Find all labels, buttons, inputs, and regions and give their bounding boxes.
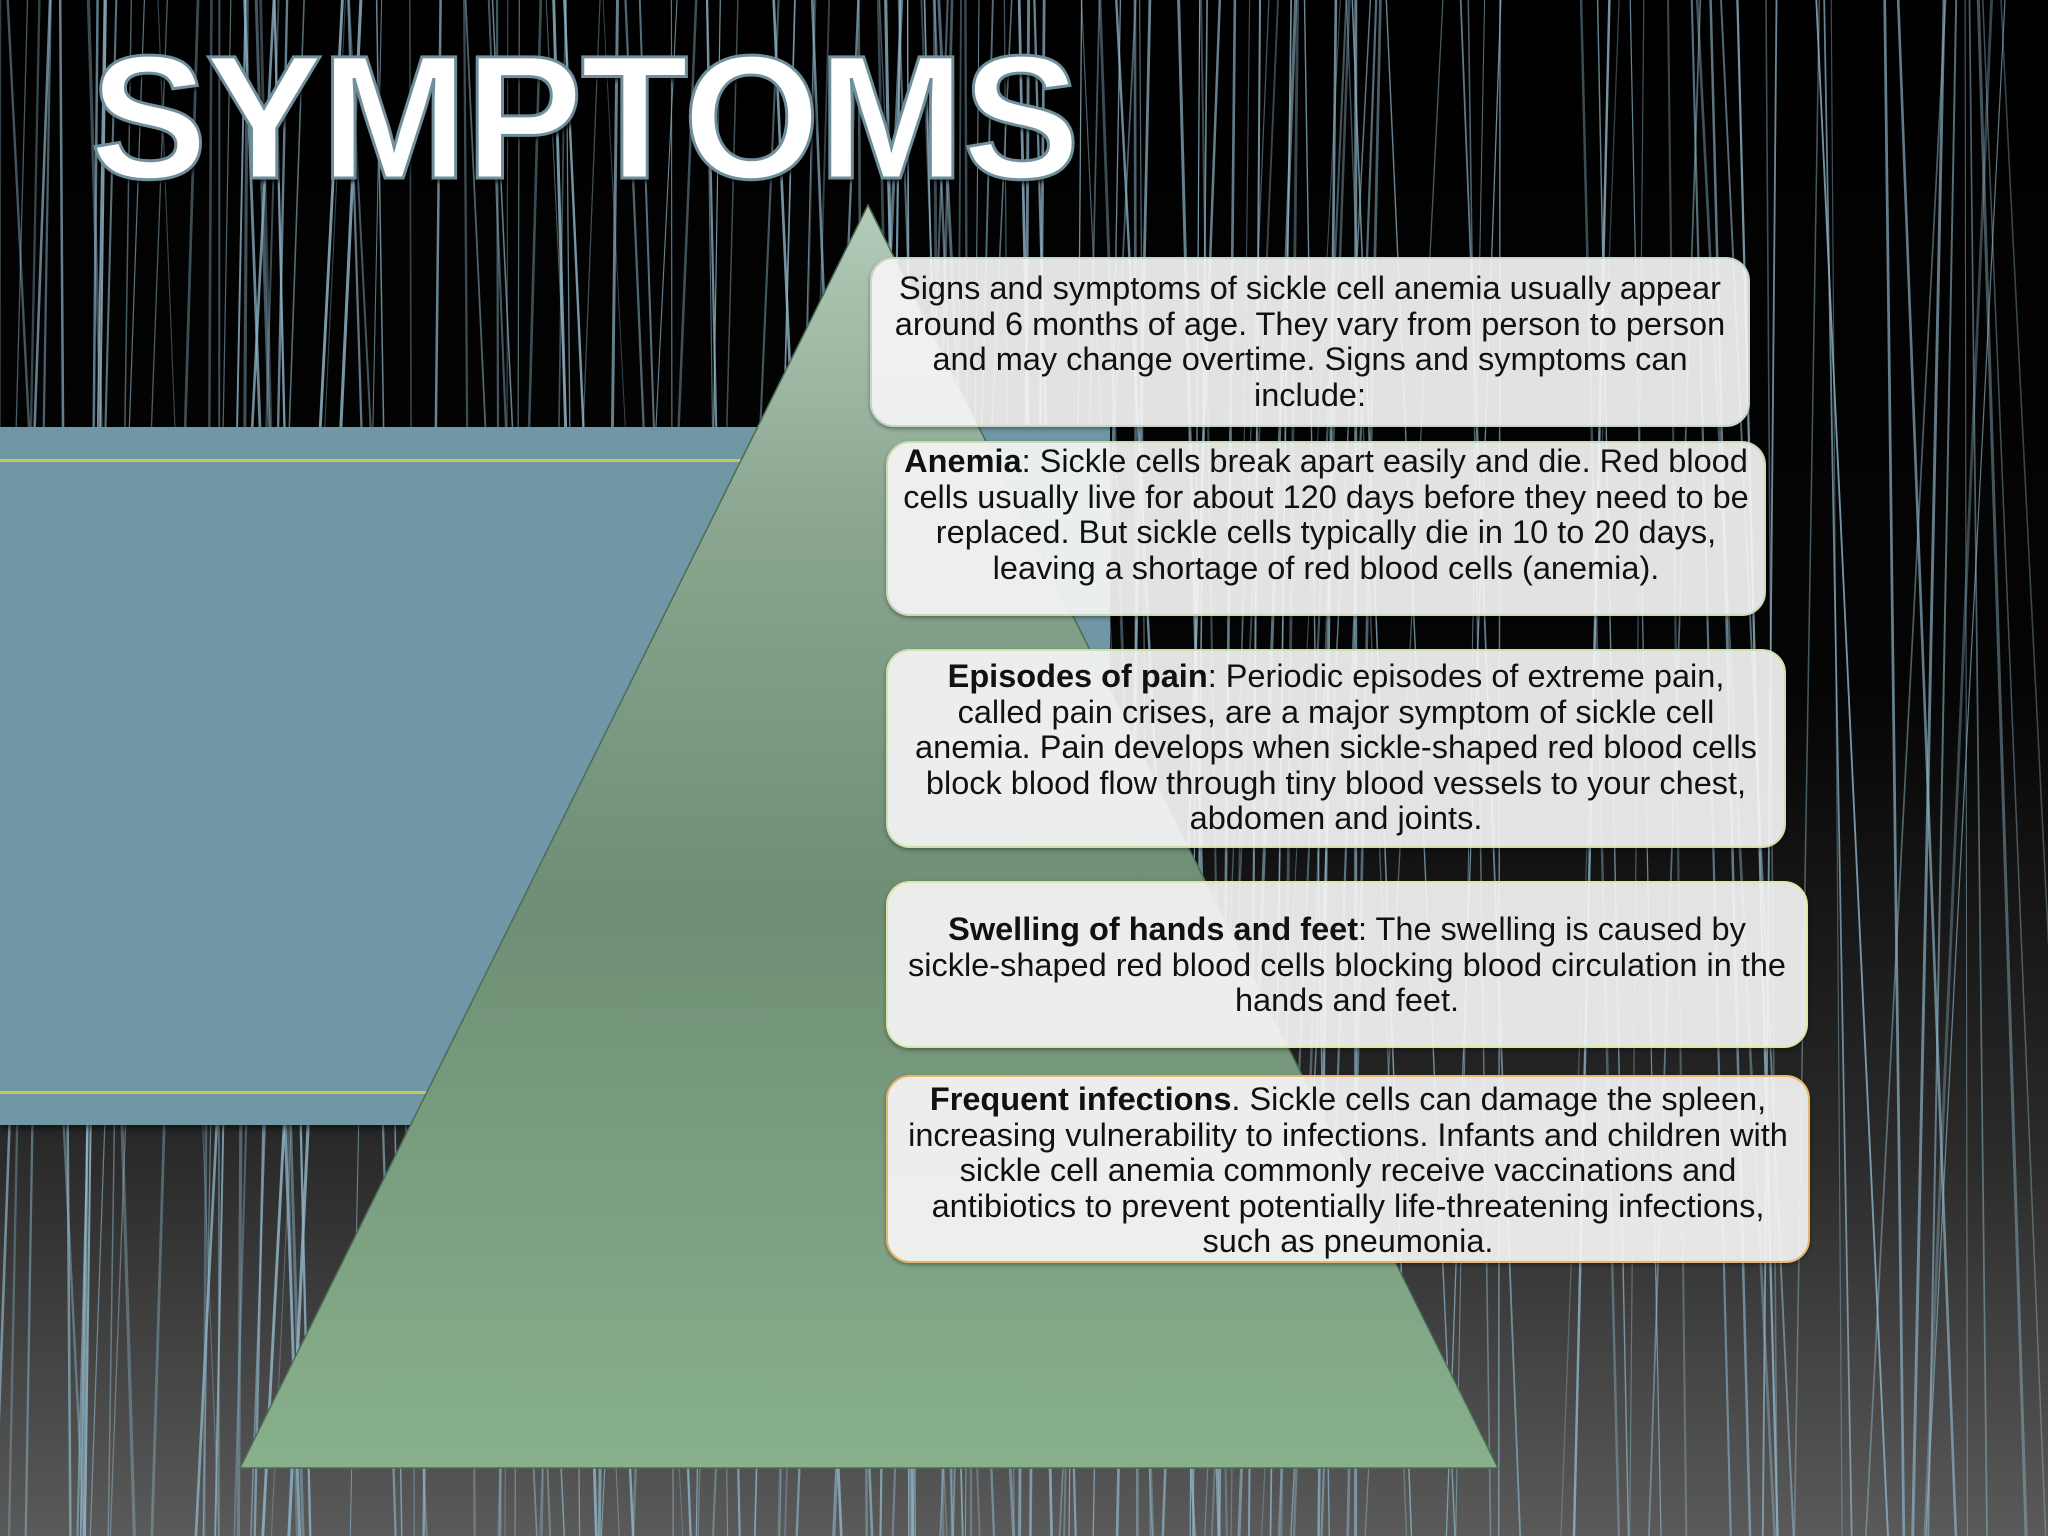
symptom-term: Episodes of pain bbox=[947, 658, 1208, 694]
symptom-term: Anemia bbox=[904, 443, 1022, 479]
symptom-description: : Periodic episodes of extreme pain, called pain crises, are a major symptom of sickle cell anemia. Pain develops when sickle-shaped red blood cells block blood flow through tiny blood vessels to your chest, abdomen and joints. bbox=[915, 658, 1757, 836]
symptom-box-anemia bbox=[886, 441, 1766, 616]
intro-text: Signs and symptoms of sickle cell anemia usually appear around 6 months of age. They vary from person to person and may change overtime. Signs and symptoms can include: bbox=[894, 270, 1726, 413]
symptom-term: Frequent infections bbox=[929, 1081, 1232, 1117]
symptom-box-pain bbox=[886, 649, 1786, 848]
slide-title: SYMPTOMS bbox=[90, 20, 1079, 216]
symptom-description: : The swelling is caused by sickle-shaped red blood cells blocking blood circulation in the hands and feet. bbox=[907, 911, 1786, 1018]
symptom-description: : Sickle cells break apart easily and die. Red blood cells usually live for about 120 days before they need to be replaced. But sickle cells typically die in 10 to 20 days, leaving a shortage of red blood cells (anemia). bbox=[903, 443, 1749, 586]
symptom-box-swelling bbox=[886, 881, 1808, 1048]
symptom-description: . Sickle cells can damage the spleen, increasing vulnerability to infections. Infants and children with sickle cell anemia commonly receive vaccinations and antibiotics to prevent potentially life-threatening infections, such as pneumonia. bbox=[908, 1081, 1788, 1259]
intro-box bbox=[870, 257, 1750, 427]
symptom-box-infections bbox=[886, 1075, 1810, 1263]
symptom-term: Swelling of hands and feet bbox=[948, 911, 1359, 947]
